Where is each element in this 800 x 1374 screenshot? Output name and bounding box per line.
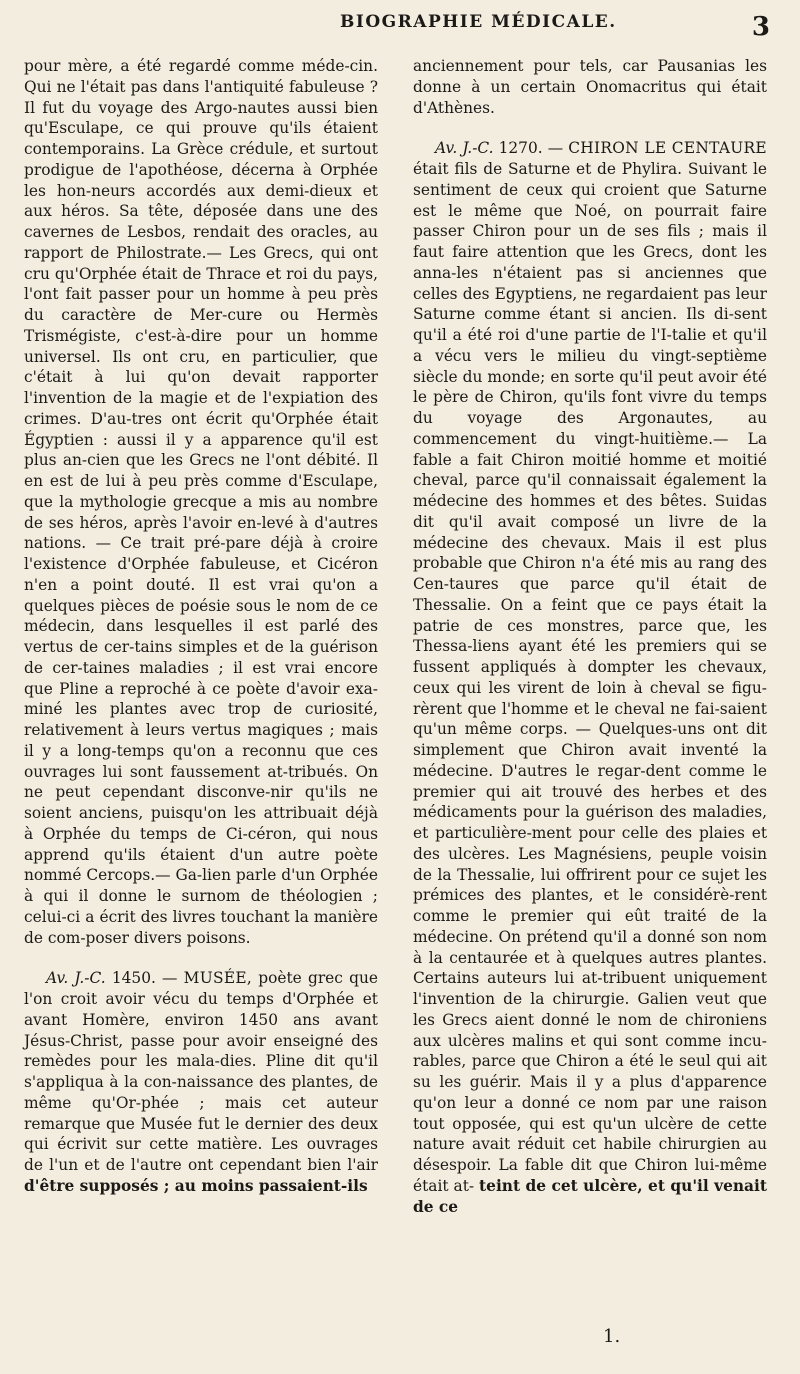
entry-last-line: teint de cet ulcère, et qu'il venait de ce <box>413 1176 767 1216</box>
entry-body: poète grec que l'on croit avoir vécu du temps d'Orphée et avant Homère, environ 1450 ans avant Jésus-Christ, passe pour avoir enseigné des remèdes pour les mala-dies. Pline dit qu'il s'appliqua à la con-naissance des plantes, de même qu'Or-phée ; mais cet auteur remarque que Musée fut le dernier des deux qui écrivit sur cette matière. Les ouvrages de l'un et de l'autre ont cependant bien l'air <box>24 969 378 1174</box>
right-column <box>413 56 767 1217</box>
entry-era: Av. J.-C. <box>46 969 106 988</box>
left-column <box>24 56 378 1197</box>
signature-mark: 1. <box>603 1326 621 1347</box>
entry-musee <box>24 968 378 1196</box>
entry-chiron <box>413 138 767 1217</box>
entry-name: MUSÉE, <box>183 969 253 988</box>
page-number: 3 <box>751 12 770 42</box>
running-head <box>0 12 800 42</box>
entry-year: 1450. — <box>111 969 178 988</box>
entry-last-line: d'être supposés ; au moins passaient-ils <box>24 1176 368 1195</box>
entry-body: était fils de Saturne et de Phylira. Suivant le sentiment de ceux qui croient que Saturne est le même que Noé, on pourrait faire passer Chiron pour un de ses fils ; mais il faut faire attention que les Grecs, dont les anna-les n'étaient pas si anciennes que celles des Egyptiens, ne regardaient pas leur Saturne comme étant si ancien. Ils di-sent qu'il a été roi d'une partie de l'I-talie et qu'il a vécu vers le milieu du vingt-septième siècle du monde; en sorte qu'il peut avoir été le père de Chiron, qu'ils font vivre du temps du voyage des Argonautes, au commencement du vingt-huitième.— La fable a fait Chiron moitié homme et moitié cheval, parce qu'il connaissait également la médecine des hommes et des bêtes. Suidas dit qu'il avait composé un livre de la médecine des chevaux. Mais il est plus probable que Chiron n'a été mis au rang des Cen-taures que parce qu'il était de Thessalie. On a feint que ce pays était la patrie de ces monstres, parce que, les Thessa-liens ayant été les premiers qui se fussent appliqués à dompter les chevaux, ceux qui les virent de loin à cheval se figu-rèrent que l'homme et le cheval ne fai-saient qu'un même corps. — Quelques-uns ont dit simplement que Chiron avait inventé la médecine. D'autres le regar-dent comme le premier qui ait trouvé des herbes et des médicaments pour la guérison des maladies, et particulière-ment pour celle des plaies et des ulcères. Les Magnésiens, peuple voisin de la Thessalie, lui offrirent pour ce sujet les prémices des plantes, et le considérè-rent comme le premier qui eût traité de la médecine. On prétend qu'il a donné son nom à la centaurée et à quelques autres plantes. Certains auteurs lui at-tribuent uniquement l'invention de la chirurgie. Galien veut que les Grecs aient donné le nom de chironiens aux ulcères malins et qui sont comme incu-rables, parce que Chiron a été le seul qui ait su les guérir. Mais il y a plus d'apparence qu'on leur a donné ce nom par une raison tout opposée, qui est qu'un ulcère de cette nature avait réduit cet habile chirurgien au désespoir. La fable dit que Chiron lui-même était at- <box>413 160 767 1195</box>
musee-continuation: anciennement pour tels, car Pausanias les donne à un certain Onomacritus qui était d'Athènes. <box>413 57 767 117</box>
orphee-continuation: pour mère, a été regardé comme méde-cin. Qui ne l'était pas dans l'antiquité fabuleuse ? Il fut du voyage des Argo-nautes aussi bien qu'Esculape, ce qui prouve qu'ils étaient contemporains. La Grèce crédule, et surtout prodigue de l'apothéose, décerna à Orphée les hon-neurs accordés aux demi-dieux et aux héros. Sa tête, déposée dans une des cavernes de Lesbos, rendait des oracles, au rapport de Philostrate.— Les Grecs, qui ont cru qu'Orphée était de Thrace et roi du pays, l'ont fait passer pour un homme à peu près du caractère de Mer-cure ou Hermès Trismégiste, c'est-à-dire pour un homme universel. Ils ont cru, en particulier, que c'était à lui qu'on devait rapporter l'invention de la magie et de l'expiation des crimes. D'au-tres ont écrit qu'Orphée était Égyptien : aussi il y a apparence qu'il est plus an-cien que les Grecs ne l'ont débité. Il en est de lui à peu près comme d'Esculape, que la mythologie grecque a mis au nombre de ses héros, après l'avoir en-levé à d'autres nations. — Ce trait pré-pare déjà à croire l'existence d'Orphée fabuleuse, et Cicéron n'en a point douté. Il est vrai qu'on a quelques pièces de poésie sous le nom de ce médecin, dans lesquelles il est parlé des vertus de cer-tains simples et de la guérison de cer-taines maladies ; il est vrai encore que Pline a reproché à ce poète d'avoir exa-miné les plantes avec trop de curiosité, relativement à leurs vertus magiques ; mais il y a long-temps qu'on a reconnu que ces ouvrages lui sont faussement at-tribués. On ne peut cependant disconve-nir qu'ils ne soient anciens, puisqu'on les attribuait déjà à Orphée du temps de Ci-céron, qui nous apprend qu'ils étaient d'un autre poète nommé Cercops.— Ga-lien parle d'un Orphée à qui il donne le surnom de théologien ; celui-ci a écrit des livres touchant la manière de com-poser divers poisons. <box>24 57 378 947</box>
entry-era: Av. J.-C. <box>435 139 494 158</box>
entry-year: 1270. — <box>498 139 564 158</box>
running-title: BIOGRAPHIE MÉDICALE. <box>340 12 617 32</box>
entry-name: CHIRON LE CENTAURE <box>568 139 767 158</box>
